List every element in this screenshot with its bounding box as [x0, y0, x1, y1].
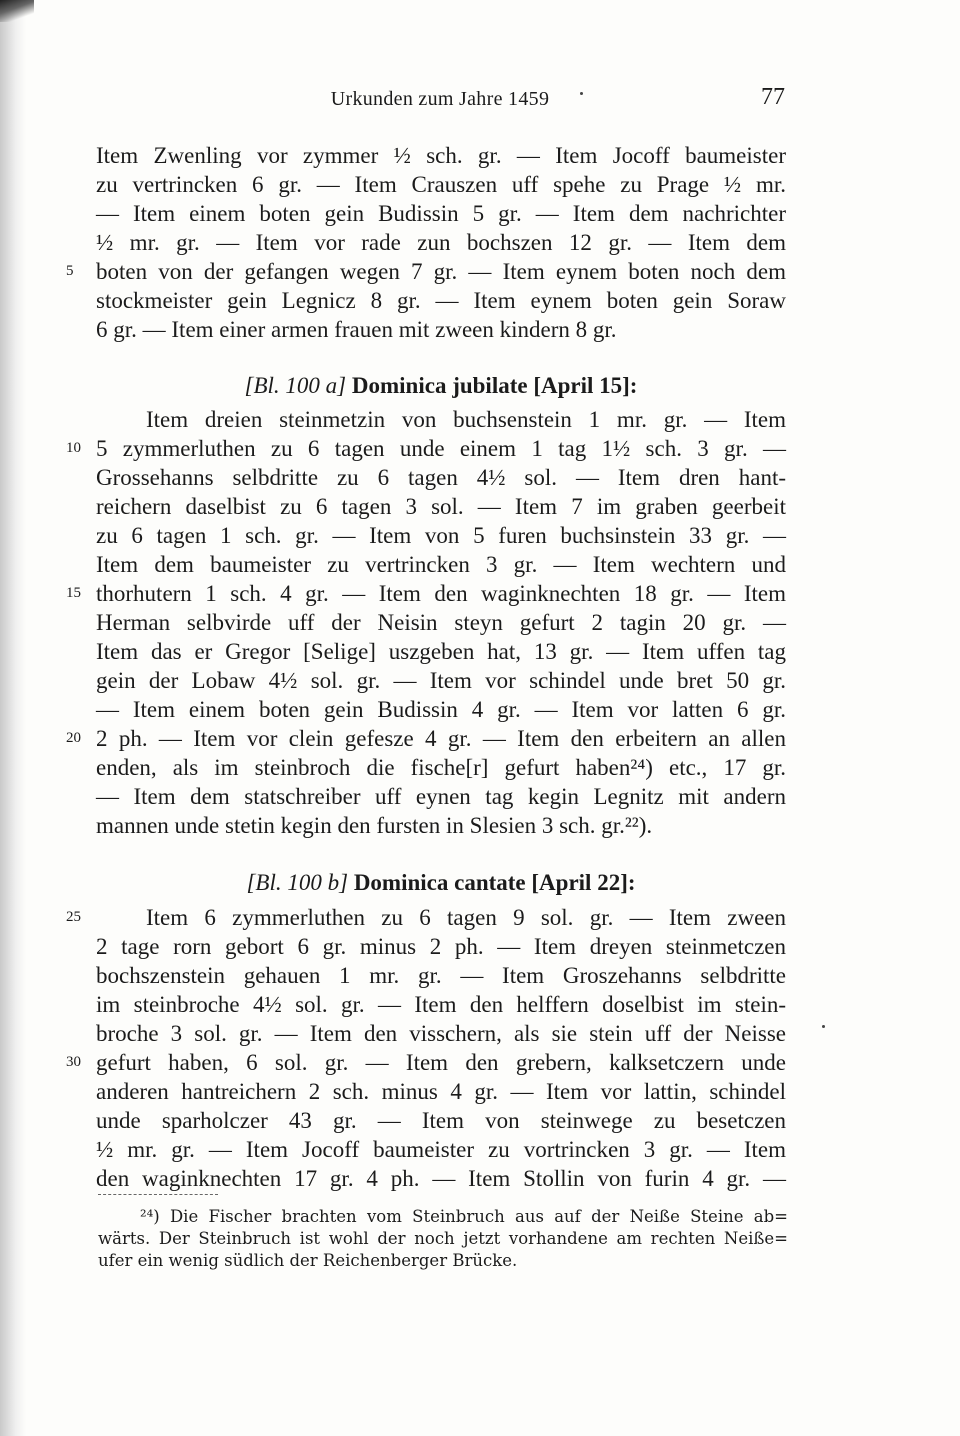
section-title: Dominica cantate [April 22]:	[353, 870, 636, 895]
text-line: thorhutern 1 sch. 4 gr. — Item den waginknechten 18 gr. — Item	[96, 581, 786, 606]
text-line: enden, als im steinbroch die fische[r] gefurt haben²⁴) etc., 17 gr.	[96, 755, 786, 780]
text-line: Item dem baumeister zu vertrincken 3 gr. — Item wechtern und	[96, 552, 786, 577]
section-title: Dominica jubilate [April 15]:	[351, 373, 638, 398]
line-number: 10	[66, 440, 81, 456]
line-number: 20	[66, 730, 81, 746]
text-line: bochszenstein gehauen 1 mr. gr. — Item Groszehanns selbdritte	[96, 963, 786, 988]
text-line: im steinbroche 4½ sol. gr. — Item den helffern doselbist im stein-	[96, 992, 786, 1017]
text-line: boten von der gefangen wegen 7 gr. — Item eynem boten noch dem	[96, 259, 786, 284]
text-line: ½ mr. gr. — Item Jocoff baumeister zu vortrincken 3 gr. — Item	[96, 1137, 786, 1162]
text-line: broche 3 sol. gr. — Item den visschern, als sie stein uff der Neisse	[96, 1021, 786, 1046]
text-line: 5 zymmerluthen zu 6 tagen unde einem 1 tag 1½ sch. 3 gr. —	[96, 436, 786, 461]
text-line: reichern daselbist zu 6 tagen 3 sol. — Item 7 im graben geerbeit	[96, 494, 786, 519]
footnote-line: wärts. Der Steinbruch ist wohl der noch jetzt vorhandene am rechten Neiße=	[98, 1229, 788, 1248]
footnote-rule	[98, 1194, 218, 1195]
text-line: Item 6 zymmerluthen zu 6 tagen 9 sol. gr. — Item zween	[146, 905, 786, 930]
text-line: Item dreien steinmetzin von buchsenstein 1 mr. gr. — Item	[146, 407, 786, 432]
line-number: 25	[66, 909, 81, 925]
folio-reference: [Bl. 100 b]	[246, 870, 349, 895]
section-heading	[96, 868, 786, 897]
text-line: Grossehanns selbdritte zu 6 tagen 4½ sol. — Item dren hant-	[96, 465, 786, 490]
text-line: mannen unde stetin kegin den fursten in Slesien 3 sch. gr.²²).	[96, 813, 653, 838]
text-line: zu vertrincken 6 gr. — Item Crauszen uff spehe zu Prage ½ mr.	[96, 172, 786, 197]
text-line: — Item dem statschreiber uff eynen tag kegin Legnitz mit andern	[96, 784, 786, 809]
text-line: — Item einem boten gein Budissin 4 gr. — Item vor latten 6 gr.	[96, 697, 786, 722]
text-line: ½ mr. gr. — Item vor rade zun bochszen 12 gr. — Item dem	[96, 230, 786, 255]
text-line: 6 gr. — Item einer armen frauen mit zween kindern 8 gr.	[96, 317, 617, 342]
section-heading	[96, 371, 786, 400]
text-line: Item Zwenling vor zymmer ½ sch. gr. — Item Jocoff baumeister	[96, 143, 786, 168]
text-line: Herman selbvirde uff der Neisin steyn gefurt 2 tagin 20 gr. —	[96, 610, 786, 635]
text-line: Item das er Gregor [Selige] uszgeben hat, 13 gr. — Item uffen tag	[96, 639, 786, 664]
line-number: 15	[66, 585, 81, 601]
text-line: — Item einem boten gein Budissin 5 gr. — Item dem nachrichter	[96, 201, 786, 226]
page-number: 77	[761, 84, 785, 110]
running-head	[95, 82, 785, 116]
scan-speck	[822, 1025, 825, 1028]
text-line: anderen hantreichern 2 sch. minus 4 gr. — Item vor lattin, schindel	[96, 1079, 786, 1104]
footnote-line: ufer ein wenig südlich der Reichenberger Brücke.	[98, 1251, 518, 1270]
text-line: 2 ph. — Item vor clein gefesze 4 gr. — Item den erbeitern an allen	[96, 726, 786, 751]
text-line: gefurt haben, 6 sol. gr. — Item den grebern, kalksetczern unde	[96, 1050, 786, 1075]
text-line: stockmeister gein Legnicz 8 gr. — Item eynem boten gein Soraw	[96, 288, 786, 313]
text-line: unde sparholczer 43 gr. — Item von steinwege zu besetczen	[96, 1108, 786, 1133]
text-line: gein der Lobaw 4½ sol. gr. — Item vor schindel unde bret 50 gr.	[96, 668, 786, 693]
text-line: 2 tage rorn gebort 6 gr. minus 2 ph. — Item dreyen steinmetczen	[96, 934, 786, 959]
footnote-line: ²⁴) Die Fischer brachten vom Steinbruch aus auf der Neiße Steine ab=	[140, 1207, 788, 1226]
running-head-title: Urkunden zum Jahre 1459	[330, 88, 550, 110]
line-number: 30	[66, 1054, 81, 1070]
line-number: 5	[66, 263, 74, 279]
scan-speck	[580, 92, 583, 95]
text-line: zu 6 tagen 1 sch. gr. — Item von 5 furen buchsinstein 33 gr. —	[96, 523, 786, 548]
text-line: den waginknechten 17 gr. 4 ph. — Item Stollin von furin 4 gr. —	[96, 1166, 786, 1191]
folio-reference: [Bl. 100 a]	[244, 373, 347, 398]
